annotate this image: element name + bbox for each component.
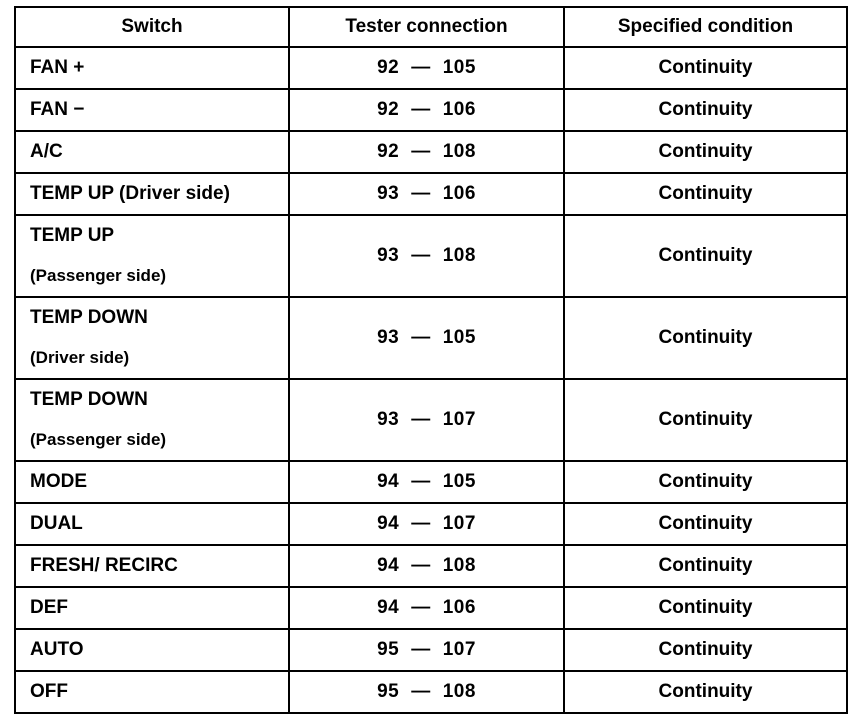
condition-cell: Continuity [564, 47, 847, 89]
condition-cell: Continuity [564, 131, 847, 173]
tester-connection-cell: 95 — 108 [289, 671, 564, 713]
tester-connection-cell: 92 — 108 [289, 131, 564, 173]
tester-connection-cell: 93 — 106 [289, 173, 564, 215]
tester-connection-cell: 93 — 108 [289, 215, 564, 297]
switch-cell: DEF [15, 587, 289, 629]
table-row [15, 461, 847, 503]
tester-connection-cell: 94 — 106 [289, 587, 564, 629]
condition-cell: Continuity [564, 215, 847, 297]
table-header-row [15, 7, 847, 47]
switch-cell: DUAL [15, 503, 289, 545]
table-row [15, 297, 847, 379]
switch-cell: TEMP DOWN (Driver side) [15, 297, 289, 379]
header-tester-connection: Tester connection [289, 7, 564, 47]
condition-cell: Continuity [564, 503, 847, 545]
switch-cell: TEMP UP (Driver side) [15, 173, 289, 215]
table-row [15, 131, 847, 173]
tester-connection-cell: 94 — 107 [289, 503, 564, 545]
switch-inspection-table-container [14, 6, 846, 714]
table-row [15, 89, 847, 131]
tester-connection-cell: 93 — 105 [289, 297, 564, 379]
condition-cell: Continuity [564, 671, 847, 713]
switch-cell: OFF [15, 671, 289, 713]
switch-cell: FAN + [15, 47, 289, 89]
table-row [15, 379, 847, 461]
condition-cell: Continuity [564, 461, 847, 503]
condition-cell: Continuity [564, 629, 847, 671]
switch-cell: A/C [15, 131, 289, 173]
header-specified-condition: Specified condition [564, 7, 847, 47]
condition-cell: Continuity [564, 173, 847, 215]
switch-cell: FRESH/ RECIRC [15, 545, 289, 587]
condition-cell: Continuity [564, 297, 847, 379]
header-switch: Switch [15, 7, 289, 47]
tester-connection-cell: 94 — 108 [289, 545, 564, 587]
condition-cell: Continuity [564, 89, 847, 131]
table-row [15, 47, 847, 89]
switch-cell: TEMP DOWN (Passenger side) [15, 379, 289, 461]
tester-connection-cell: 92 — 106 [289, 89, 564, 131]
table-row [15, 629, 847, 671]
tester-connection-cell: 95 — 107 [289, 629, 564, 671]
switch-cell: AUTO [15, 629, 289, 671]
condition-cell: Continuity [564, 379, 847, 461]
table-row [15, 503, 847, 545]
condition-cell: Continuity [564, 587, 847, 629]
tester-connection-cell: 94 — 105 [289, 461, 564, 503]
condition-cell: Continuity [564, 545, 847, 587]
table-row [15, 173, 847, 215]
table-row [15, 215, 847, 297]
switch-cell: FAN − [15, 89, 289, 131]
switch-cell: TEMP UP (Passenger side) [15, 215, 289, 297]
tester-connection-cell: 93 — 107 [289, 379, 564, 461]
switch-inspection-table [14, 6, 848, 714]
table-row [15, 671, 847, 713]
table-row [15, 545, 847, 587]
tester-connection-cell: 92 — 105 [289, 47, 564, 89]
table-row [15, 587, 847, 629]
switch-cell: MODE [15, 461, 289, 503]
